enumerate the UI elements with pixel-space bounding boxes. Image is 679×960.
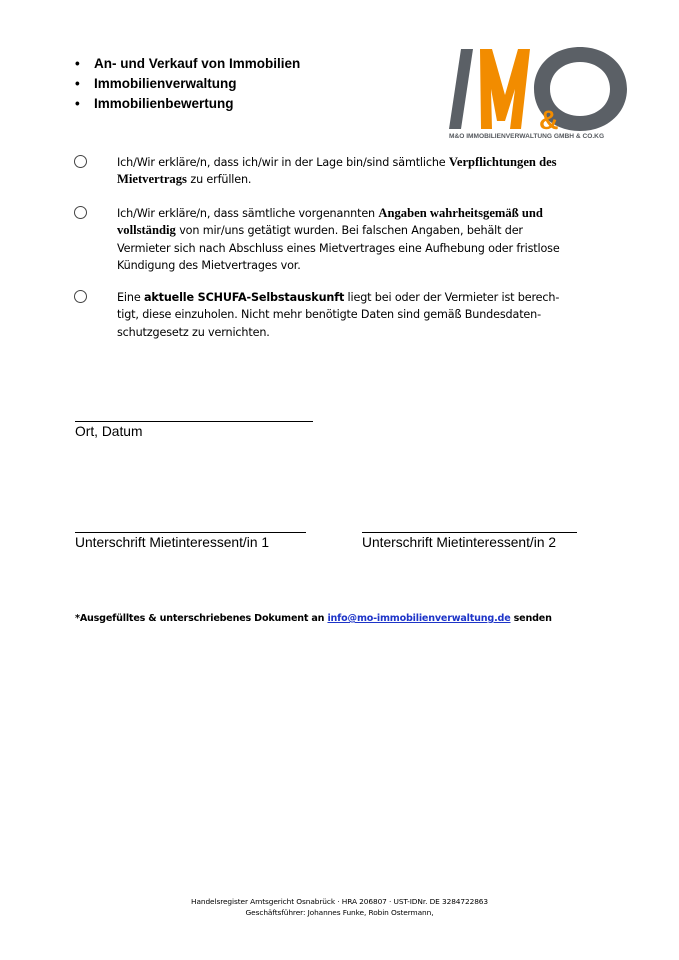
services-list — [75, 54, 300, 114]
signature-line-1[interactable] — [75, 532, 306, 533]
bullet-icon: • — [75, 76, 80, 91]
plain-text: von mir/uns getätigt wurden. Bei falschen Angaben, behält der Vermieter sich nach Abschluss eines Mietvertrages eine Aufhebung oder fristlose Kündigung des Mietvertrages vor. — [117, 224, 560, 272]
svg-text:&: & — [539, 105, 559, 135]
declaration-1 — [74, 154, 564, 189]
plain-text: liegt bei oder der Vermieter ist berech-tigt, diese einzuholen. Nicht mehr benötigte Daten sind gemäß Bundesdaten-schutzgesetz zu vernichten. — [117, 291, 560, 339]
plain-text: zu erfüllen. — [186, 173, 252, 187]
radio-button[interactable] — [74, 155, 87, 168]
declaration-text — [117, 205, 564, 274]
note-prefix: *Ausgefülltes & unterschriebenes Dokument an — [75, 613, 328, 624]
bullet-icon: • — [75, 96, 80, 111]
radio-button[interactable] — [74, 206, 87, 219]
declaration-2 — [74, 205, 564, 274]
bullet-icon: • — [75, 56, 80, 71]
plain-text: Eine — [117, 291, 144, 304]
service-label: Immobilienbewertung — [94, 96, 234, 111]
radio-button[interactable] — [74, 290, 87, 303]
plain-text: Ich/Wir erkläre/n, dass ich/wir in der Lage bin/sind sämtliche — [117, 156, 449, 169]
declaration-text — [117, 289, 564, 341]
emphasis-text: aktuelle SCHUFA-Selbstauskunft — [143, 291, 345, 304]
service-item — [75, 74, 300, 94]
logo-caption: M&O IMMOBILIENVERWALTUNG GMBH & CO.KG — [449, 133, 605, 140]
note-suffix: senden — [510, 613, 552, 624]
submission-note — [75, 613, 552, 624]
service-label: An- und Verkauf von Immobilien — [94, 56, 301, 71]
footer — [0, 896, 679, 918]
email-link[interactable]: info@mo-immobilienverwaltung.de — [327, 613, 511, 624]
signature-line-2[interactable] — [362, 532, 577, 533]
company-logo — [447, 45, 630, 147]
place-date-label: Ort, Datum — [75, 424, 143, 439]
service-item — [75, 94, 300, 114]
footer-registry: Handelsregister Amtsgericht Osnabrück · HRA 206807 · UST-IDNr. DE 3284722863 — [190, 897, 489, 906]
service-label: Immobilienverwaltung — [94, 76, 237, 91]
place-date-line[interactable] — [75, 421, 313, 422]
emphasis-text: Verpflichtungen des Mietvertrags — [117, 155, 557, 187]
signature-label-1: Unterschrift Mietinteressent/in 1 — [75, 535, 269, 550]
footer-managers: Geschäftsführer: Johannes Funke, Robin Ostermann, — [245, 908, 434, 917]
emphasis-text: Angaben wahrheitsgemäß und vollständig — [117, 206, 543, 238]
signature-label-2: Unterschrift Mietinteressent/in 2 — [362, 535, 556, 550]
plain-text: Ich/Wir erkläre/n, dass sämtliche vorgenannten — [117, 207, 379, 220]
declaration-text — [117, 154, 564, 189]
declaration-3 — [74, 289, 564, 341]
service-item — [75, 54, 300, 74]
